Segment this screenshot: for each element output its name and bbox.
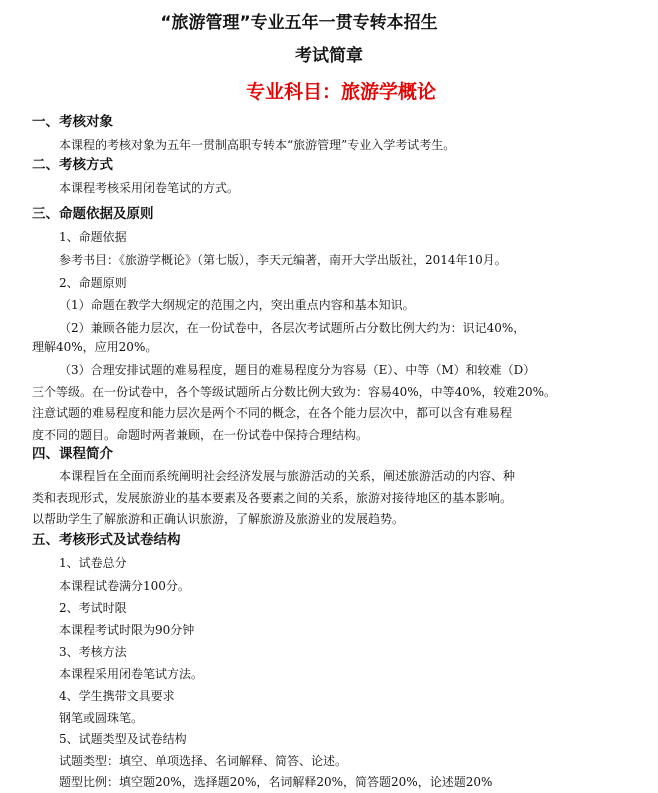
section-5-line-10: 试题类型：填空、单项选择、名词解释、简答、论述。 [59, 754, 348, 768]
section-5-line-5: 3、考核方法 [59, 645, 127, 659]
section-3-line-2: 参考书目：《旅游学概论》（第七版），李天元编著，南开大学出版社，2014年10月。 [59, 253, 507, 267]
section-3-line-3: 2、命题原则 [59, 276, 127, 290]
section-2-line-1: 本课程考核采用闭卷笔试的方式。 [59, 181, 240, 195]
title-line-1: “旅游管理”专业五年一贯专转本招生 [160, 13, 438, 33]
section-5-line-2: 本课程试卷满分100分。 [59, 579, 190, 593]
section-3-line-6: 理解40%，应用20%。 [32, 340, 158, 354]
section-5-line-4: 本课程考试时限为90分钟 [59, 623, 195, 637]
section-heading-1: 一、考核对象 [32, 114, 113, 130]
section-5-line-6: 本课程采用闭卷笔试方法。 [59, 667, 204, 681]
section-5-line-1: 1、试卷总分 [59, 556, 127, 570]
section-3-line-8: 三个等级。在一份试卷中，各个等级试题所占分数比例大致为：容易40%，中等40%，较难20%。 [32, 385, 557, 399]
section-1-line-1: 本课程的考核对象为五年一贯制高职专转本“旅游管理”专业入学考试考生。 [59, 138, 456, 152]
section-3-line-9: 注意试题的难易程度和能力层次是两个不同的概念，在各个能力层次中，都可以含有难易程 [32, 406, 513, 420]
section-3-line-10: 度不同的题目。命题时两者兼顾，在一份试卷中保持合理结构。 [32, 428, 369, 442]
section-heading-4: 四、课程简介 [32, 446, 113, 462]
section-3-line-5: （2）兼顾各能力层次，在一份试卷中，各层次考试题所占分数比例大约为：识记40%， [59, 321, 526, 335]
section-heading-3: 三、命题依据及原则 [32, 206, 154, 222]
section-4-line-1: 本课程旨在全面而系统阐明社会经济发展与旅游活动的关系，阐述旅游活动的内容、种 [59, 469, 516, 483]
section-5-line-8: 钢笔或圆珠笔。 [59, 711, 144, 725]
section-5-line-9: 5、试题类型及试卷结构 [59, 732, 187, 746]
title-line-2: 考试简章 [295, 46, 363, 66]
section-3-line-7: （3）合理安排试题的难易程度，题目的难易程度分为容易（E）、中等（M）和较难（D） [59, 363, 536, 377]
subject-title: 专业科目：旅游学概论 [245, 81, 436, 103]
section-5-line-11: 题型比例：填空题20%，选择题20%，名词解释20%，简答题20%，论述题20% [59, 775, 493, 789]
section-4-line-2: 类和表现形式，发展旅游业的基本要素及各要素之间的关系，旅游对接待地区的基本影响。 [32, 491, 513, 505]
section-heading-2: 二、考核方式 [32, 157, 113, 173]
section-heading-5: 五、考核形式及试卷结构 [32, 532, 181, 548]
section-3-line-4: （1）命题在教学大纲规定的范围之内，突出重点内容和基本知识。 [59, 298, 415, 312]
section-4-line-3: 以帮助学生了解旅游和正确认识旅游，了解旅游及旅游业的发展趋势。 [32, 512, 405, 526]
section-5-line-3: 2、考试时限 [59, 601, 127, 615]
section-5-line-7: 4、学生携带文具要求 [59, 689, 175, 703]
section-3-line-1: 1、命题依据 [59, 230, 127, 244]
